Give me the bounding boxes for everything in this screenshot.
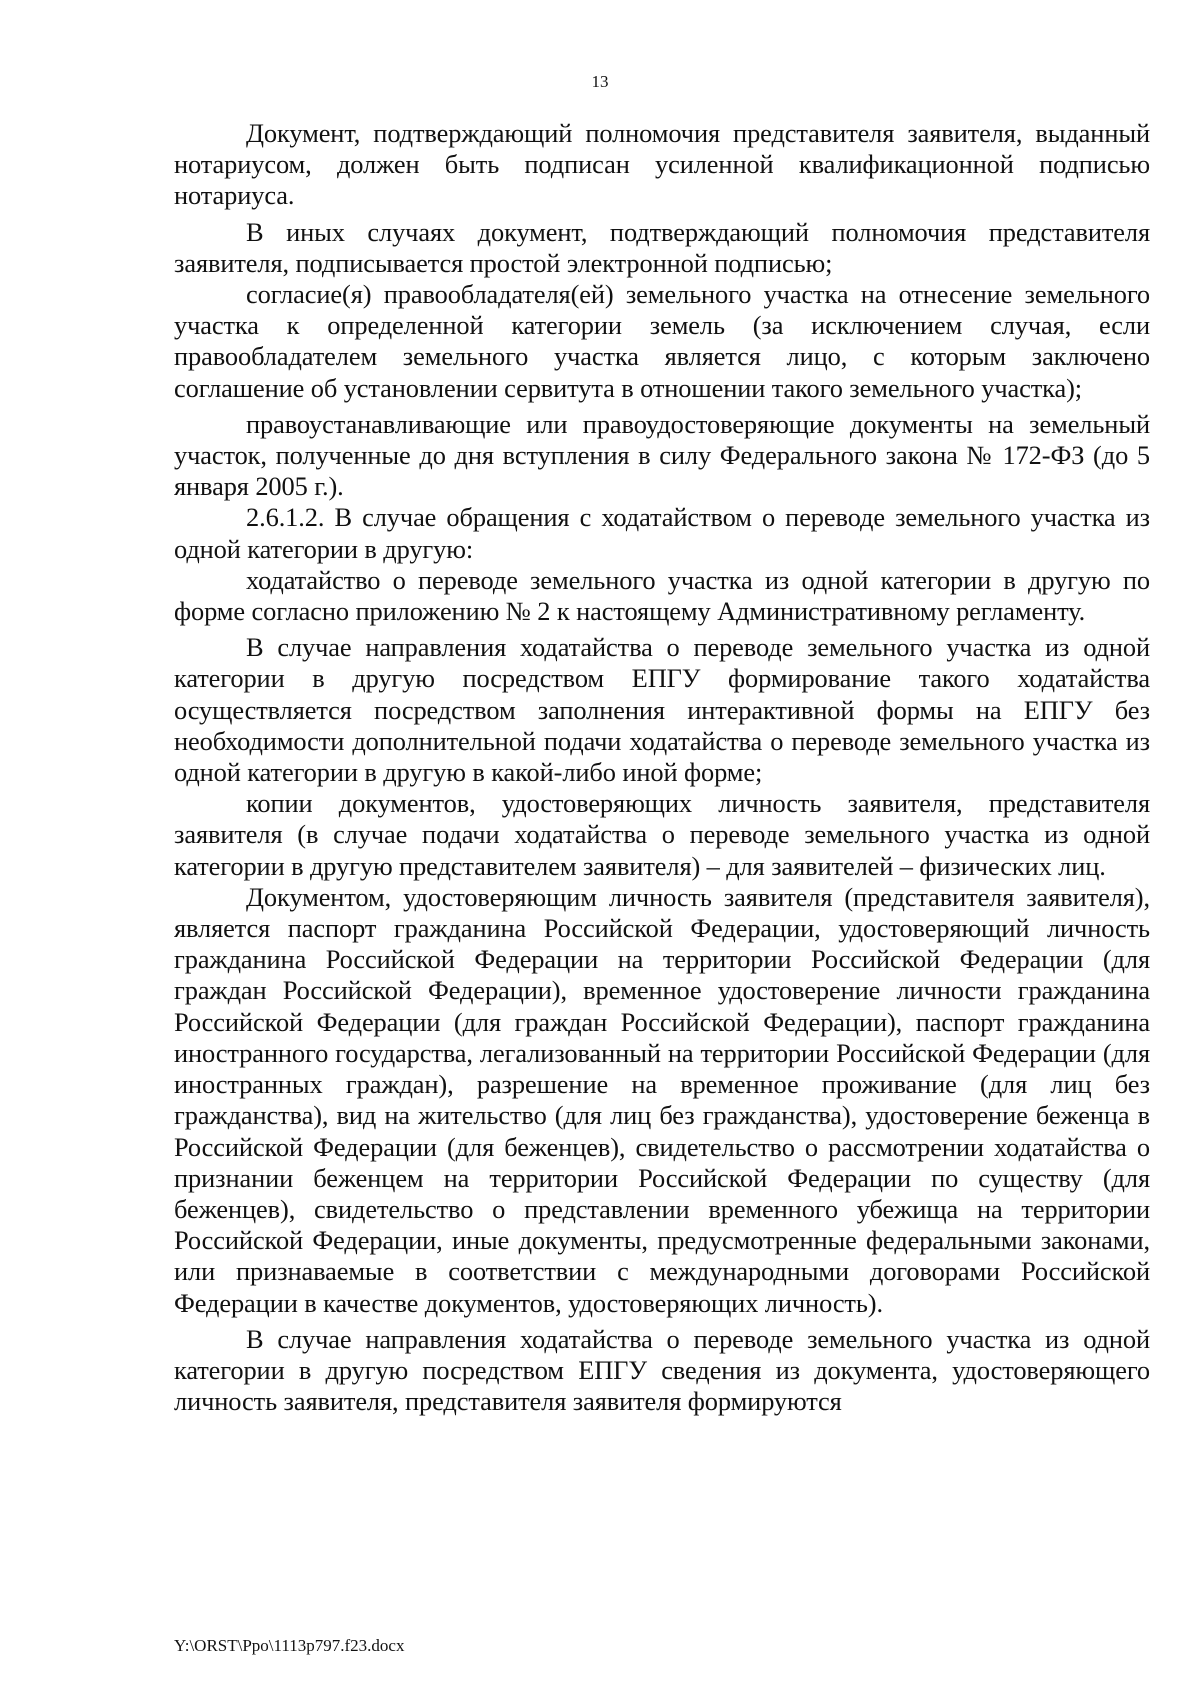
paragraph-owner-consent: согласие(я) правообладателя(ей) земельного участка на отнесение земельного участка к определенной категории земель (за исключением случая, если правообладателем земельного участка является лицо, с которым заключено соглашение об установлении сервитута в отношении такого земельного участка); bbox=[174, 279, 1150, 403]
paragraph-epgu-petition: В случае направления ходатайства о переводе земельного участка из одной категории в другую посредством ЕПГУ формирование такого ходатайства осуществляется посредством заполнения интерактивной формы на ЕПГУ без необходимости дополнительной подачи ходатайства о переводе земельного участка из одной категории в другую в какой-либо иной форме; bbox=[174, 632, 1150, 788]
document-body bbox=[174, 118, 1150, 1417]
paragraph-petition-form: ходатайство о переводе земельного участка из одной категории в другую по форме согласно приложению № 2 к настоящему Административному регламенту. bbox=[174, 564, 1150, 627]
paragraph-epgu-identity: В случае направления ходатайства о переводе земельного участка из одной категории в другую посредством ЕПГУ сведения из документа, удостоверяющего личность заявителя, представителя заявителя формируются bbox=[174, 1323, 1150, 1417]
paragraph-title-documents: правоустанавливающие или правоудостоверяющие документы на земельный участок, полученные до дня вступления в силу Федерального закона № 172-ФЗ (до 5 января 2005 г.). bbox=[174, 408, 1150, 502]
paragraph-section-2-6-1-2: 2.6.1.2. В случае обращения с ходатайством о переводе земельного участка из одной категории в другую: bbox=[174, 502, 1150, 564]
paragraph-notary-signature: Документ, подтверждающий полномочия представителя заявителя, выданный нотариусом, должен быть подписан усиленной квалификационной подписью нотариуса. bbox=[174, 118, 1150, 211]
footer-file-path: Y:\ORST\Ppo\1113p797.f23.docx bbox=[174, 1636, 405, 1655]
paragraph-simple-signature: В иных случаях документ, подтверждающий полномочия представителя заявителя, подписывается простой электронной подписью; bbox=[174, 216, 1150, 278]
paragraph-identity-copies: копии документов, удостоверяющих личность заявителя, представителя заявителя (в случае подачи ходатайства о переводе земельного участка из одной категории в другую представителем заявителя) – для заявителей – физических лиц. bbox=[174, 788, 1150, 881]
paragraph-identity-documents: Документом, удостоверяющим личность заявителя (представителя заявителя), является паспорт гражданина Российской Федерации, удостоверяющий личность гражданина Российской Федерации на территории Российской Федерации (для граждан Российской Федерации), временное удостоверение личности гражданина Российской Федерации (для граждан Российской Федерации), паспорт гражданина иностранного государства, легализованный на территории Российской Федерации (для иностранных граждан), разрешение на временное проживание (для лиц без гражданства), вид на жительство (для лиц без гражданства), удостоверение беженца в Российской Федерации (для беженцев), свидетельство о рассмотрении ходатайства о признании беженцем на территории Российской Федерации по существу (для беженцев), свидетельство о представлении временного убежища на территории Российской Федерации, иные документы, предусмотренные федеральными законами, или признаваемые в соответствии с международными договорами Российской Федерации в качестве документов, удостоверяющих личность). bbox=[174, 881, 1150, 1318]
page-number: 13 bbox=[591, 72, 609, 91]
